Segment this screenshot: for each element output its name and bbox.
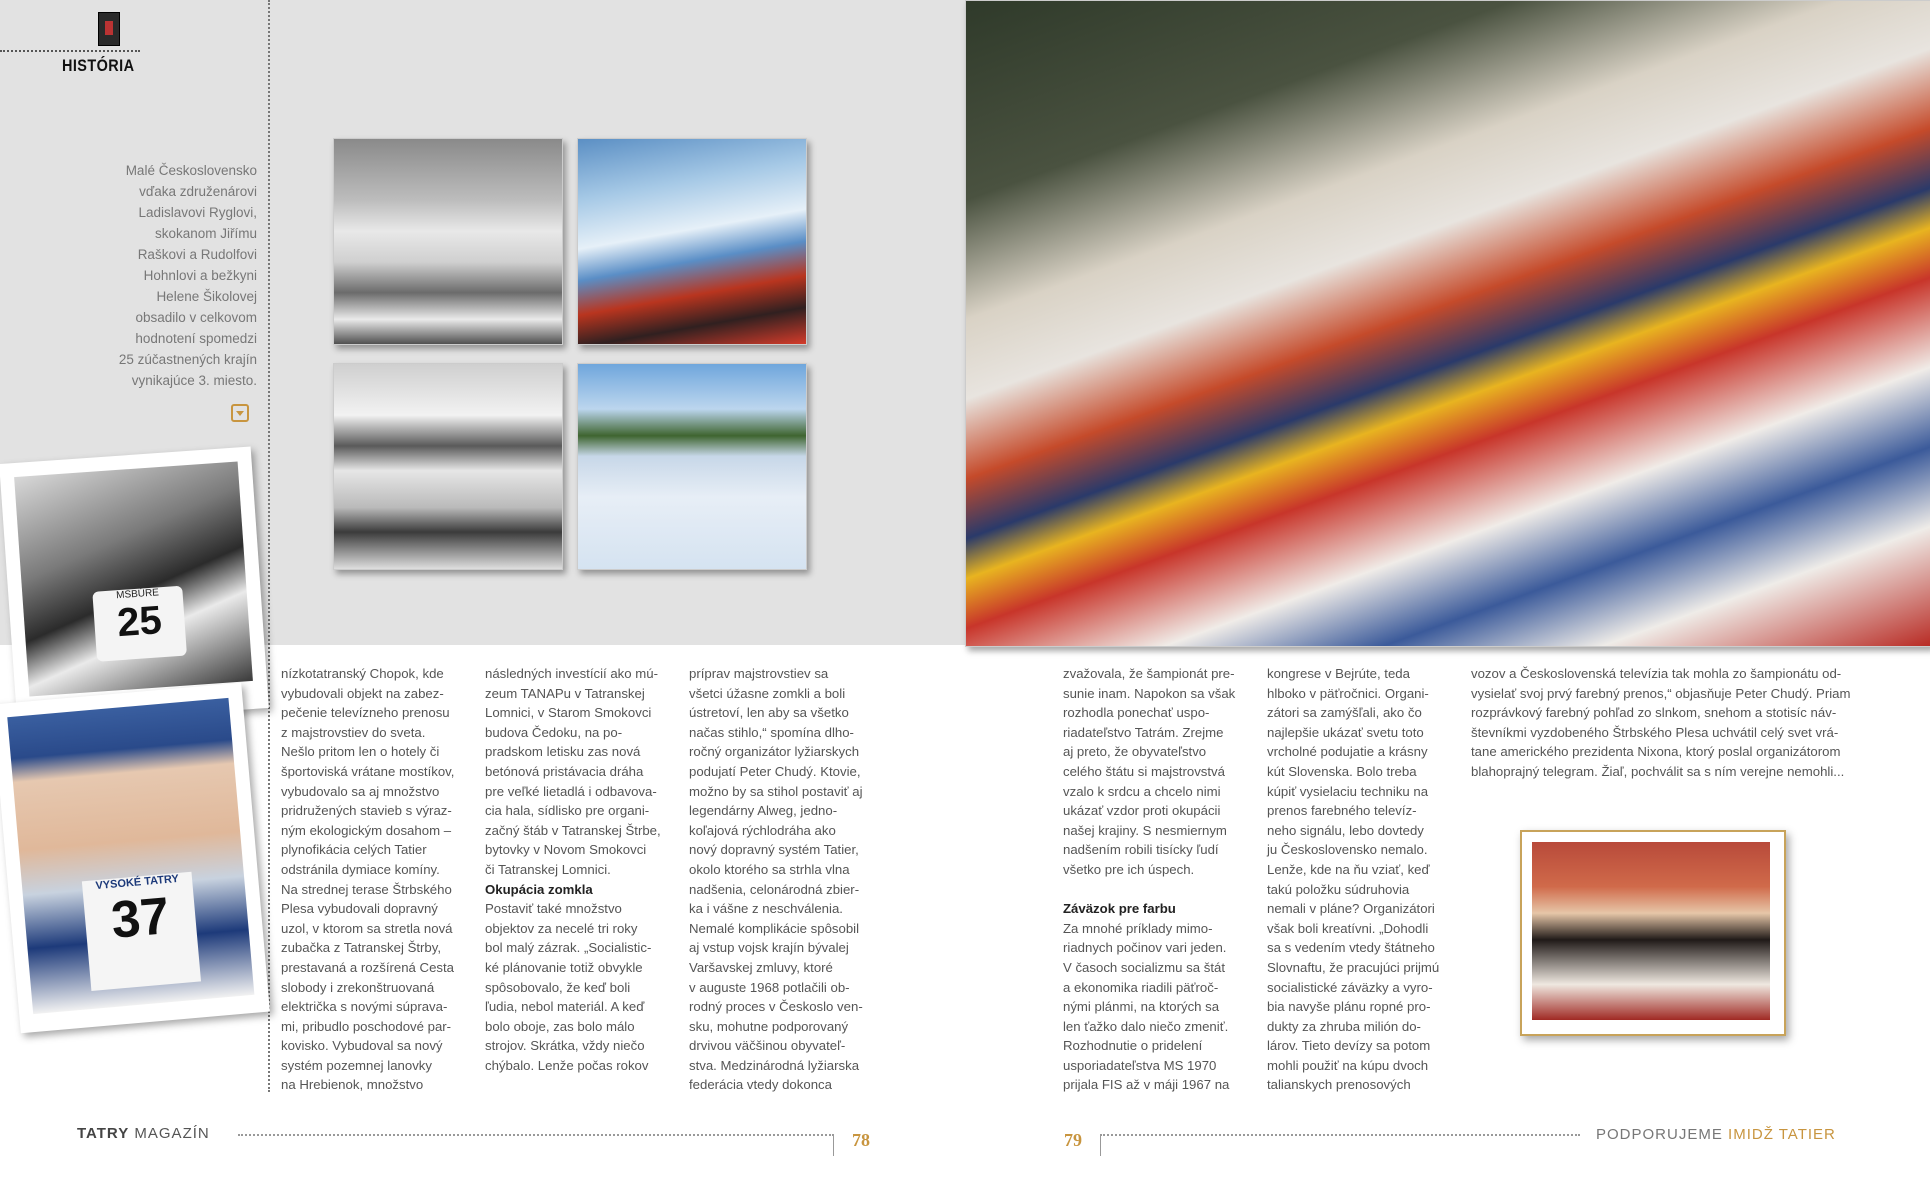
page-number-right: 79 — [1064, 1130, 1082, 1150]
caption-line: Raškovi a Rudolfovi — [137, 247, 257, 262]
slogan-accent: IMIDŽ TATIER — [1728, 1126, 1836, 1143]
polaroid-skier-girl — [0, 683, 270, 1034]
paragraph: Postaviť také množstvo objektov za necelé tri roky bol malý zázrak. „Socialistic- ké plánovanie totiž obvykle spôsobovalo, že keď boli ľudia, nebol materiál. A keď bolo oboje, zas bolo málo strojov. Skrátka, vždy niečo chýbalo. Lenže počas rokov — [485, 901, 652, 1073]
chevron-down-icon[interactable] — [231, 404, 249, 422]
article-column-4 — [1063, 664, 1235, 1095]
column-divider — [268, 0, 270, 1092]
caption-line: Helene Šikolovej — [156, 289, 257, 304]
folk-costume-image — [1532, 842, 1770, 1020]
bib-text: VYSOKÉ TATRY — [95, 872, 180, 893]
article-column-2 — [485, 664, 661, 1075]
brand-bold: TATRY — [77, 1125, 130, 1142]
bib — [82, 872, 201, 991]
caption-line: 25 zúčastnených krajín — [118, 352, 257, 367]
bib-number: 37 — [108, 887, 172, 950]
page-number-left: 78 — [852, 1130, 870, 1150]
brand-light: MAGAZÍN — [134, 1125, 210, 1142]
caption-line: vynikajúce 3. miesto. — [131, 373, 257, 388]
photo-folk-costume — [1520, 830, 1786, 1036]
ski-jumper-image — [14, 461, 253, 696]
caption-line: skokanom Jiřímu — [154, 226, 257, 241]
footer-tick-left — [833, 1134, 834, 1156]
bib — [92, 586, 187, 662]
paragraph: Za mnohé príklady mimo- riadnych počinov vari jeden. V časoch socializmu sa štát a ekonomika riadili päťroč- nými plánmi, na ktorých sa len ťažko dalo niečo zmeniť. Rozhodnutie o pridelení usporiadateľstva MS 1970 prijala FIS až v máji 1967 na — [1063, 920, 1230, 1093]
section-rule — [0, 50, 140, 52]
section-logo-icon — [98, 12, 120, 46]
subheading: Okupácia zomkla — [485, 881, 593, 897]
photo-caption — [105, 160, 257, 391]
caption-line: hodnotení spomedzi — [135, 331, 257, 346]
photo-ski-jump-crowd — [577, 138, 807, 345]
caption-line: obsadilo v celkovom — [135, 310, 257, 325]
subheading: Záväzok pre farbu — [1063, 901, 1176, 917]
article-column-1: nízkotatranský Chopok, kde vybudovali objekt na zabez- pečenie televízneho prenosu z majstrovstiev do sveta. Nešlo pritom len o hotely či športoviská vrátane mostíkov, vybudovalo sa aj množstvo pridružených stavieb s výraz- ným ekologickým dosahom – plynofikácia celých Tatier odstránila dymiace komíny. Na strednej terase Štrbského Plesa vybudovali dopravný uzol, v ktorom sa stretla nová zubačka z Tatranskej Štrby, prestavaná a rozšírená Cesta slobody i zrekonštruovaná električka s novými súprava- mi, pribudlo poschodové par- kovisko. Vybudoval sa nový systém pozemnej lanovky na Hrebienok, množstvo — [281, 666, 455, 1093]
bib-number: 25 — [115, 598, 164, 646]
article-column-3: príprav majstrovstiev sa všetci úžasne zomkli a boli ústretoví, len aby sa všetko načas stihlo,“ spomína dlho- ročný organizátor lyžiarskych podujatí Peter Chudý. Ktovie, možno by sa stihol postaviť aj legendárny Alweg, jedno- koľajová rýchlodráha ako nový dopravný systém Tatier, okolo ktorého sa strhla vlna nadšenia, celonárodná zbier- ka i vášne z neschválenia. Nemalé komplikácie spôsobil aj vstup vojsk krajín bývalej Varšavskej zmluvy, ktoré v auguste 1968 potlačili ob- rodný proces v Českoslo ven- sku, mohutne podporovaný drvivou väčšinou obyvateľ- stva. Medzinárodná lyžiarska federácia vtedy dokonca — [689, 666, 863, 1093]
article-column-6: vozov a Československá televízia tak mohla zo šampionátu od- vysielať svoj prvý farebný prenos,“ objasňuje Peter Chudý. Priam rozprávkový farebný pohľad zo slnkom, snehom a stotisíc náv- števníkmi vyzdobeného Štrbského Plesa uchvátil celý svet vrá- tane amerického prezidenta Nixona, ktorý poslal organizátorom blahoprajný telegram. Žiaľ, pochválit sa s ním verejne nemohli... — [1471, 666, 1851, 779]
paragraph: zvažovala, že šampionát pre- sunie inam. Napokon sa však rozhodla ponechať uspo- riadateľstvo Tatrám. Zrejme aj preto, že obyvateľstvo celého štátu si majstrovstvá vzalo k srdcu a chcelo nimi ukázať vzdor proti okupácii našej krajiny. S nesmiernym nadšením robili tisícky ľudí všetko pre ich úspech. — [1063, 666, 1236, 877]
article-column-5: kongrese v Bejrúte, teda hlboko v päťročnici. Organi- zátori sa zamýšľali, ako čo najlepšie ukázať svetu toto vrcholné podujatie a krásny kút Slovenska. Bolo treba kúpiť vysielaciu techniku na prenos farebného televíz- neho signálu, lebo dovtedy ju Československo nemalo. Lenže, kde na ňu vziať, keď takú položku súdruhovia nemali v pláne? Organizátori však boli kreatívni. „Dohodli sa s vedením vtedy štátneho Slovnaftu, že pracujúci prijmú socialistické záväzky a vyro- bia navyše plánu ropné pro- dukty za zhruba milión do- lárov. Tieto devízy sa potom mohli použiť na kúpu dvoch talianskych prenosových — [1267, 666, 1440, 1093]
bib-text: MSBÚRE — [115, 587, 160, 602]
photo-race-finish — [333, 363, 563, 570]
paragraph: následných investícií ako mú- zeum TANAPu v Tatranskej Lomnici, v Starom Smokovci budova Čedoku, na po- pradskom letisku zas nová betónová pristávacia dráha pre veľké lietadlá i odbavova- cia hala, sídlisko pre organi- začný štáb v Tatranskej Štrbe, bytovky v Novom Smokovci či Tatranskej Lomnici. — [485, 666, 661, 877]
footer-rule-right — [1100, 1134, 1580, 1136]
photo-hotel-crowd — [333, 138, 563, 345]
footer-tick-right — [1100, 1134, 1101, 1156]
caption-line: vďaka združenárovi — [139, 184, 257, 199]
caption-line: Malé Československo — [125, 163, 257, 178]
photo-flags-stadium — [965, 0, 1930, 647]
footer-brand — [77, 1125, 210, 1142]
footer-rule-left — [238, 1134, 834, 1136]
footer-slogan — [1596, 1126, 1836, 1143]
section-title: HISTÓRIA — [62, 56, 135, 75]
skier-girl-image — [7, 698, 254, 1014]
photo-cross-country-skier — [577, 363, 807, 570]
slogan-light: PODPORUJEME — [1596, 1126, 1723, 1143]
caption-line: Hohnlovi a bežkyni — [143, 268, 257, 283]
caption-line: Ladislavovi Ryglovi, — [138, 205, 257, 220]
